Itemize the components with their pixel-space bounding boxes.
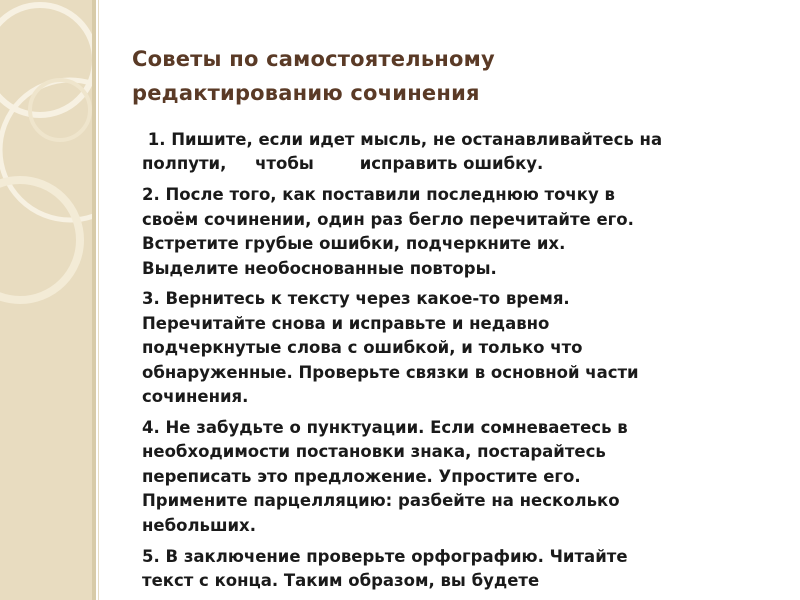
tip-paragraph [142,416,782,538]
tip-paragraph [142,128,782,177]
tip-line: 5. В заключение проверьте орфографию. Читайте [142,546,628,566]
tip-paragraph [142,287,782,409]
tip-line: сочинения. [142,387,249,407]
tip-line: небольших. [142,515,256,535]
decorative-side-band [0,0,92,600]
tip-line: Выделите необоснованные повторы. [142,258,497,278]
tip-line: Встретите грубые ошибки, подчеркните их. [142,234,566,254]
tip-line: 4. Не забудьте о пунктуации. Если сомневаетесь в [142,417,628,437]
tip-line: подчеркнутые слова с ошибкой, и только что [142,338,583,358]
page-title [132,42,752,110]
tip-line: Примените парцелляцию: разбейте на несколько [142,491,620,511]
tip-line: Перечитайте снова и исправьте и недавно [142,313,550,333]
title-line: редактированию сочинения [132,81,480,105]
tip-paragraph [142,545,782,594]
tips-list [142,128,782,600]
tip-line: обнаруженные. Проверьте связки в основной части [142,362,639,382]
title-line: Советы по самостоятельному [132,47,495,71]
tip-line: 1. Пишите, если идет мысль, не останавливайтесь на [142,130,663,149]
tip-line: своём сочинении, один раз бегло перечитайте его. [142,209,634,229]
tip-line: 3. Вернитесь к тексту через какое-то время. [142,289,570,309]
tip-line: текст с конца. Таким образом, вы будете [142,570,540,590]
divider-line-thin [98,0,99,600]
decorative-circles [0,0,92,600]
tip-paragraph [142,183,782,281]
tip-line: полпути, чтобы исправить ошибку. [142,154,544,174]
tip-line: 2. После того, как поставили последнюю точку в [142,185,615,205]
tip-line: необходимости постановки знака, постарайтесь [142,442,606,462]
divider-line [92,0,96,600]
tip-line: переписать это предложение. Упростите его. [142,466,581,486]
